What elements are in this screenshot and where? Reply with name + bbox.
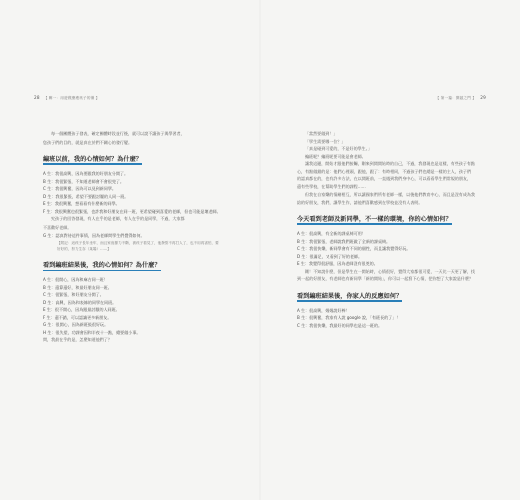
left-page xyxy=(0,0,259,500)
section-heading: 看到編班結果後，你家人的反應如何？ xyxy=(297,292,403,300)
section-heading: 今天看到老師及新同學，不一樣的環境，你的心情如何？ xyxy=(297,216,452,223)
answer-line: C 生：很緊張，和好朋友分開了。 xyxy=(43,292,104,298)
answer-line: A 生：我很高興，因為要跟我的好朋友分開了。 xyxy=(43,171,128,176)
quote-line: 「學生需要哪一位？」 xyxy=(305,138,346,144)
answer-line: A 生：很高興，媽媽說好棒！ xyxy=(297,307,350,313)
quote-line: 「當然要做到！」 xyxy=(305,131,338,136)
answer-line: E 生：我覺得很舒服，因為老師沒有很兇的。 xyxy=(297,261,378,266)
page-number: 28 xyxy=(34,95,40,100)
answer-line: C 生：我很興奮，因為可以見到新同學。 xyxy=(43,186,116,191)
answer-line: E 生：我很興奮，想看看有什麼新的同學。 xyxy=(43,201,120,206)
answer-line: C 生：我很快樂，我最好的同學也是這一班的。 xyxy=(297,322,383,328)
right-column xyxy=(297,130,475,329)
answer-line: D 生：我很緊張，希望不要跟討厭的人同一班。 xyxy=(43,193,129,199)
right-running-head xyxy=(436,95,486,101)
answer-line: C 生：我很快樂，新同學會有不同的個性，而且讓我覺得好玩。 xyxy=(297,246,411,251)
section-heading: 編班以前，我的心情如何？為什麼？ xyxy=(43,156,142,163)
answer-line: A 生：很開心，因為和麻吉同一班！ xyxy=(43,277,108,283)
answer-line: G 生：認真對待這件事情，因為老師問學生們覺得如何。 xyxy=(43,233,145,238)
answer-line: B 生：很興奮，我家有人說 google 說，「有班長的了」！ xyxy=(297,315,401,320)
answer-line: F 生：我很興奮也很緊張，也許我和好朋友在同一班，更希望碰到喜愛的老師，但也可能是壞老師。 xyxy=(43,208,221,214)
answer-line: G 生：很開心，因為新班級很好玩。 xyxy=(43,322,109,328)
running-head-text: 【 輯一：用遊戲療癒孩子的傷 】 xyxy=(43,96,100,100)
answer-line: B 生：我很緊張，老師說我們班做了全新的課桌椅。 xyxy=(297,238,391,244)
body-paragraph: 讓我這邊，開始才跟他們接觸，剛來到開開始時的自己，不過，我發現也是這樣，有些孩子有點心，有點做錯的是：他們心裡頭，跟他，跟了：有時相同，不過孩子們也總是一樣的主人，孩子們的認真都在的，也有許多方法，在以開班前，一直遇到我們身中心，可以看看學生們常規的朋友，還有些學校，在幫助學生們的課程…… xyxy=(297,161,475,189)
section-heading: 看到編班結果後，我的心情如何？為什麼？ xyxy=(43,262,161,270)
answer-line: D 生：高興，因為和表姊的同學在同班。 xyxy=(43,299,117,305)
quote-line: 「真是碰到可愛的，不是好的學生。」 xyxy=(305,146,372,151)
quote-line: 編班呢？編班呢要可能是會老師。 xyxy=(305,153,366,159)
right-page xyxy=(261,0,520,500)
left-column xyxy=(43,130,221,345)
body-paragraph: 但我在自家樂的情緒相互，所以讓國家們所有老師一樣，以後他們教育中心，而且是沒有成為我給的好朋友，我們，讓學生作，請他們喜歡感到在學校並沒有人表明。 xyxy=(297,192,475,205)
answer-line: B 生：我很緊張，不知道老師會不會很兇了。 xyxy=(43,178,124,184)
answer-line: E 生：很不開心，因為跟最討厭的人同班。 xyxy=(43,307,120,313)
answer-line: A 生：很高興，有全新的課桌椅可用！ xyxy=(297,231,366,236)
page-number: 29 xyxy=(480,95,486,100)
annotation-note: 【附記：這孩子長年坐牢，而且家庭暴力不斷，被孩子看見了，他發誓不再打人了，也不用再害怕，要好好的，努力生存（某場）……】 xyxy=(57,240,219,251)
answer-line: F 生：還不錯，可以認識更多新朋友。 xyxy=(43,314,112,320)
body-paragraph: 問，我最在乎的是，怎麼知道他們了？ xyxy=(43,337,112,343)
answer-line: D 生：很滿足，又看到了好的老師。 xyxy=(297,253,363,259)
answer-line: B 生：還算還好，和最好朋友同一班。 xyxy=(43,284,112,290)
body-paragraph: 不喜歡好老師。 xyxy=(43,224,72,230)
running-head-text: 【 第一篇：開啟之門 】 xyxy=(435,96,477,100)
left-running-head xyxy=(34,95,100,101)
body-paragraph: 究孩子的回答發現，有人在乎的是老師，有人在乎的是同學，不過，大家都 xyxy=(51,216,185,221)
intro-line: 您孩子們的目的，就是真在於們不關心的發行變。 xyxy=(43,139,133,145)
intro-line: 每一個團體孩子發表，確定團體時段並行後，就可以說不讓孩子與學習者， xyxy=(51,131,185,136)
answer-line: H 生：很失望，功課會因和半夜十一點，總要做小事。 xyxy=(43,329,141,335)
body-paragraph: 剛！不知說什麼，但是學生在一開始時，心情很好，覺得大家都很可愛，一天比一天更了解，找到一起的好朋友，有老師也有新同學「新的開始」，你可以一起寫下心情，把你想了大家說是什麼？ xyxy=(297,268,475,281)
